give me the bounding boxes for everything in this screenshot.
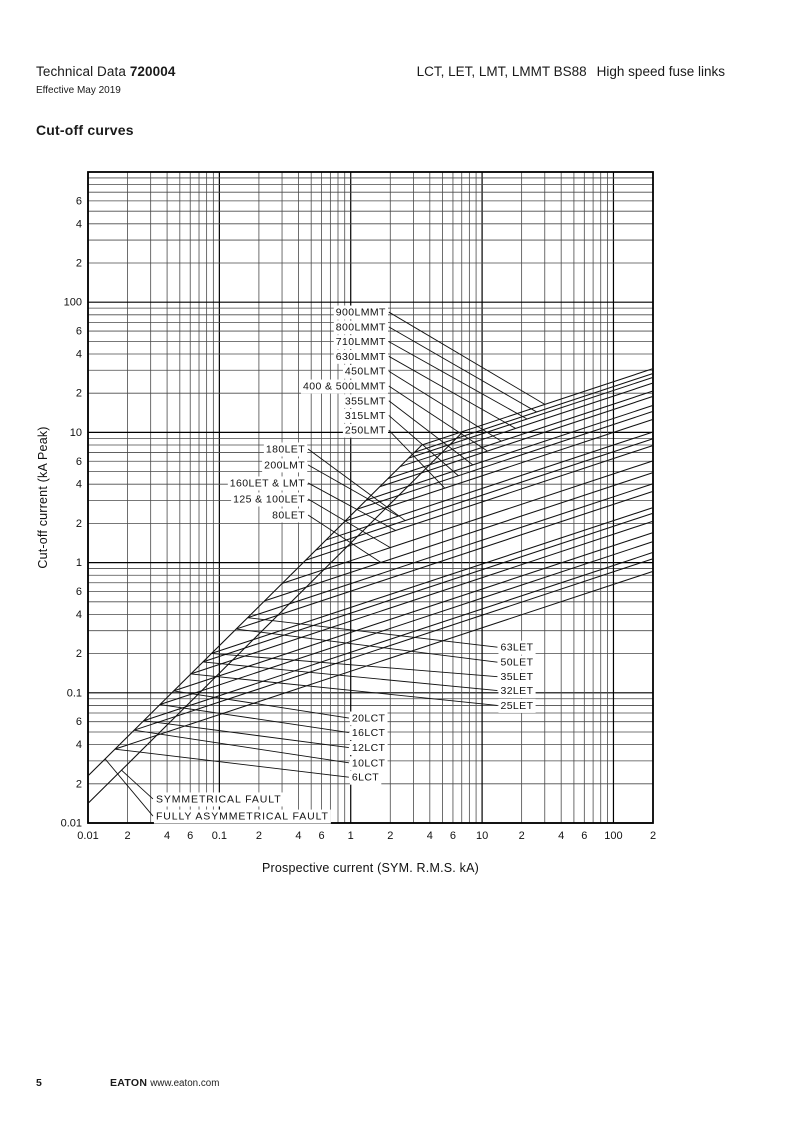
y-axis-tick-label: 4 (75, 478, 82, 491)
y-axis-tick-label: 4 (75, 608, 82, 621)
x-axis-tick-label: 1 (347, 830, 354, 842)
y-axis-tick-label: 6 (75, 455, 82, 468)
doc-number: 720004 (129, 64, 176, 79)
x-axis-tick-label: 6 (581, 830, 588, 842)
y-axis-tick-label: 6 (75, 585, 82, 598)
curve-label: 160LET & LMT (229, 477, 306, 490)
y-axis-tick-label: 4 (75, 348, 82, 361)
y-axis-tick-label: 6 (75, 716, 82, 729)
page-number: 5 (36, 1077, 42, 1089)
x-axis-tick-label: 6 (318, 830, 325, 842)
y-axis-tick-label: 6 (75, 325, 82, 338)
product-series: LCT, LET, LMT, LMMT BS88 (416, 64, 587, 79)
curve-label: 355LMT (344, 395, 386, 408)
label-leader-line (134, 730, 349, 763)
curve-label: SYMMETRICAL FAULT (155, 793, 282, 806)
y-axis-tick-label: 2 (75, 517, 82, 530)
x-axis-tick-label: 6 (449, 830, 457, 842)
y-axis-tick-label: 2 (75, 387, 82, 400)
x-axis-tick-label: 10 (475, 830, 489, 842)
x-axis-tick-label: 2 (518, 830, 525, 842)
curve-label: 900LMMT (335, 306, 386, 319)
brand-url[interactable]: www.eaton.com (150, 1078, 220, 1089)
curve-label: 20LCT (351, 712, 386, 725)
curve-label: 12LCT (351, 742, 386, 755)
curve-label: 710LMMT (335, 336, 386, 349)
curve-label: 50LET (500, 656, 534, 669)
brand-name: EATON (110, 1077, 148, 1089)
curve-10lct (134, 559, 653, 730)
x-axis-title: Prospective current (SYM. R.M.S. kA) (262, 861, 479, 875)
curve-630lmmt (400, 383, 653, 467)
y-axis-tick-label: 4 (75, 218, 82, 231)
curve-label: 250LMT (344, 424, 386, 437)
section-title: Cut-off curves (36, 122, 134, 138)
x-axis-tick-label: 100 (604, 830, 623, 842)
curve-800lmmt (415, 373, 653, 452)
x-axis-tick-label: 4 (558, 830, 565, 842)
x-axis-tick-label: 4 (426, 830, 433, 842)
y-axis-tick-label: 0.1 (66, 687, 82, 700)
curve-label: 180LET (265, 443, 306, 456)
y-axis-tick-label: 100 (63, 296, 82, 309)
label-leader-line (389, 356, 516, 428)
label-leader-line (389, 386, 488, 451)
x-axis-tick-label: 0.1 (211, 830, 228, 842)
label-leader-line (105, 759, 153, 816)
x-axis-tick-label: 6 (187, 830, 194, 842)
curve-25let (191, 521, 653, 674)
label-leader-line (115, 749, 349, 777)
label-leader-line (389, 430, 445, 488)
x-axis-tick-label: 4 (164, 830, 171, 842)
x-axis-tick-label: 2 (255, 830, 262, 842)
y-axis-tick-label: 10 (69, 426, 82, 439)
doc-type: Technical Data (36, 64, 126, 79)
curve-label: 400 & 500LMMT (302, 380, 386, 393)
curve-label: 10LCT (351, 757, 386, 770)
x-axis-tick-label: 2 (124, 830, 131, 842)
y-axis-title: Cut-off current (kA Peak) (36, 426, 50, 569)
curve-label: 450LMT (344, 365, 386, 378)
curve-label: 630LMMT (335, 350, 386, 363)
curve-label: 800LMMT (335, 321, 386, 334)
curve-label: 35LET (500, 671, 534, 684)
label-leader-line (174, 691, 349, 718)
x-axis-tick-label: 4 (295, 830, 302, 842)
y-axis-tick-label: 4 (75, 739, 82, 752)
curve-label: 63LET (500, 641, 534, 654)
footer-brand-line (110, 1077, 219, 1089)
product-description: High speed fuse links (596, 64, 725, 79)
curve-63let (248, 484, 653, 618)
effective-date: Effective May 2019 (36, 85, 121, 96)
curve-400-500lmmt (380, 396, 653, 486)
y-axis-tick-label: 6 (75, 195, 82, 208)
curve-900lmmt (422, 369, 653, 445)
label-leader-line (144, 721, 349, 748)
y-axis-tick-label: 0.01 (60, 817, 82, 830)
curve-label: 125 & 100LET (233, 493, 306, 506)
curve-80let (265, 473, 653, 601)
y-axis-tick-label: 2 (75, 257, 82, 270)
x-axis-tick-label: 2 (649, 830, 657, 842)
y-axis-tick-label: 2 (75, 648, 82, 661)
curve-label: 315LMT (344, 409, 386, 422)
y-axis-tick-label: 2 (75, 778, 82, 791)
label-leader-line (160, 705, 349, 733)
curve-label: 80LET (272, 509, 306, 522)
x-axis-tick-label: 0.01 (77, 830, 99, 842)
curve-label: 16LCT (351, 727, 386, 740)
curve-16lct (160, 542, 653, 705)
curve-250lmt (345, 419, 653, 521)
curve-label: 6LCT (351, 771, 380, 784)
y-axis-tick-label: 1 (75, 557, 82, 570)
curve-label: 32LET (500, 685, 534, 698)
curve-label: FULLY ASYMMETRICAL FAULT (155, 810, 329, 823)
curve-label: 200LMT (264, 459, 306, 472)
curve-label: 25LET (500, 699, 534, 712)
x-axis-tick-label: 2 (387, 830, 394, 842)
